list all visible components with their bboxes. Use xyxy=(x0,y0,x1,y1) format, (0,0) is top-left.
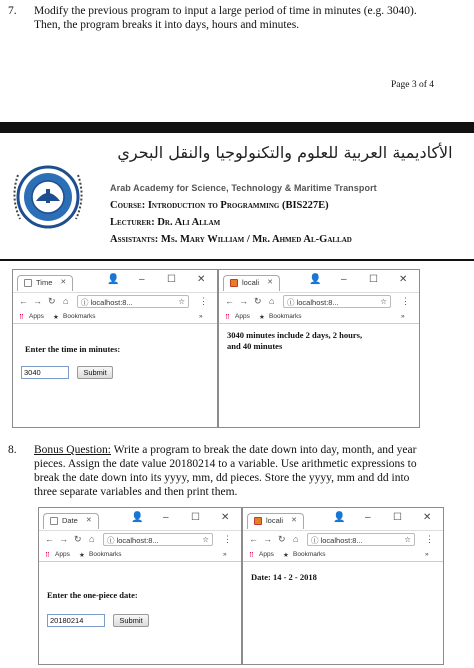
bookmarks-bar xyxy=(219,310,419,324)
close-button[interactable]: ✕ xyxy=(221,512,230,523)
result-text: 3040 minutes include 2 days, 2 hours, and 40 minutes xyxy=(227,330,363,351)
minimize-button[interactable]: – xyxy=(365,512,371,523)
browser-window-result xyxy=(218,269,420,428)
close-tab-icon[interactable]: ✕ xyxy=(60,279,67,286)
home-icon[interactable]: ⌂ xyxy=(63,296,69,306)
result-text: Date: 14 - 2 - 2018 xyxy=(251,572,317,582)
apps-icon: ⠿ xyxy=(19,314,24,321)
close-button[interactable]: ✕ xyxy=(423,512,432,523)
maximize-button[interactable]: ☐ xyxy=(167,274,176,285)
forward-icon[interactable]: → xyxy=(33,296,42,306)
page-number: Page 3 of 4 xyxy=(390,80,434,90)
tab-local[interactable]: locali ✕ xyxy=(247,513,304,529)
more-bookmarks-icon[interactable]: » xyxy=(401,313,405,320)
star-icon[interactable]: ☆ xyxy=(380,297,387,306)
apps-icon: ⠿ xyxy=(225,314,230,321)
star-icon: ★ xyxy=(259,314,265,321)
browser-window-date-result xyxy=(242,507,444,665)
bookmarks-link[interactable]: Bookmarks xyxy=(293,551,326,558)
close-tab-icon[interactable]: ✕ xyxy=(291,517,297,524)
address-bar xyxy=(13,292,217,310)
question-text-line: Write a program to break the date down into day, month, and year xyxy=(111,444,417,456)
lecturer-line: Lecturer: Dr. Ali Allam xyxy=(110,217,221,228)
bookmarks-link[interactable]: Bookmarks xyxy=(89,551,122,558)
question-text-line: break the date down into its yyyy, mm, dd pieces. Store the yyyy, mm and dd into xyxy=(34,472,410,484)
page-separator xyxy=(0,122,474,133)
star-icon[interactable]: ☆ xyxy=(202,535,209,544)
url-input[interactable]: ⓘ localhost:8... ☆ xyxy=(307,533,415,546)
question-text-line: Then, the program breaks it into days, hours and minutes. xyxy=(34,19,300,31)
question-text-line: three separate variables and then print them. xyxy=(34,486,238,498)
page-icon xyxy=(50,517,58,525)
apps-link[interactable]: Apps xyxy=(29,313,44,320)
question-text-line: Modify the previous program to input a large period of time in minutes (e.g. 3040). xyxy=(34,5,417,17)
tab-local[interactable]: locali ✕ xyxy=(223,275,280,291)
apps-icon: ⠿ xyxy=(249,552,254,559)
back-icon[interactable]: ← xyxy=(225,296,234,306)
question-title: Bonus Question: xyxy=(34,444,111,456)
course-line: Course: Introduction to Programming (BIS227E) xyxy=(110,200,329,211)
bookmarks-link[interactable]: Bookmarks xyxy=(269,313,302,320)
profile-icon[interactable]: 👤 xyxy=(107,274,120,285)
arabic-name: الأكاديمية العربية للعلوم والتكنولوجيا والنقل البحري xyxy=(117,143,453,162)
url-input[interactable]: ⓘ localhost:8... ☆ xyxy=(283,295,391,308)
page-icon xyxy=(230,279,238,287)
reload-icon[interactable]: ↻ xyxy=(48,296,56,306)
browser-window-time xyxy=(12,269,218,428)
profile-icon[interactable]: 👤 xyxy=(131,512,144,523)
star-icon[interactable]: ☆ xyxy=(404,535,411,544)
menu-icon[interactable]: ⋮ xyxy=(401,296,410,306)
academy-header xyxy=(0,133,474,258)
more-bookmarks-icon[interactable]: » xyxy=(425,551,429,558)
forward-icon[interactable]: → xyxy=(239,296,248,306)
prompt-label: Enter the time in minutes: xyxy=(25,344,121,354)
home-icon[interactable]: ⌂ xyxy=(269,296,275,306)
apps-link[interactable]: Apps xyxy=(235,313,250,320)
browser-window-date xyxy=(38,507,242,665)
menu-icon[interactable]: ⋮ xyxy=(223,534,232,544)
page-icon xyxy=(254,517,262,525)
reload-icon[interactable]: ↻ xyxy=(278,534,286,544)
address-bar xyxy=(243,530,443,548)
forward-icon[interactable]: → xyxy=(59,534,68,544)
maximize-button[interactable]: ☐ xyxy=(393,512,402,523)
question-text-line: pieces. Assign the date value 20180214 to a variable. Use arithmetic expressions to xyxy=(34,458,417,470)
address-bar xyxy=(39,530,241,548)
star-icon[interactable]: ☆ xyxy=(178,297,185,306)
more-bookmarks-icon[interactable]: » xyxy=(223,551,227,558)
submit-button[interactable]: Submit xyxy=(77,366,113,379)
academy-logo-icon xyxy=(6,155,90,239)
star-icon: ★ xyxy=(283,552,289,559)
english-name: Arab Academy for Science, Technology & Maritime Transport xyxy=(110,183,377,193)
back-icon[interactable]: ← xyxy=(45,534,54,544)
star-icon: ★ xyxy=(79,552,85,559)
prompt-label: Enter the one-piece date: xyxy=(47,590,138,600)
bookmarks-bar xyxy=(39,548,241,562)
question-8 xyxy=(8,443,468,501)
url-input[interactable]: ⓘ localhost:8... ☆ xyxy=(77,295,189,308)
minimize-button[interactable]: – xyxy=(341,274,347,285)
maximize-button[interactable]: ☐ xyxy=(369,274,378,285)
back-icon[interactable]: ← xyxy=(19,296,28,306)
reload-icon[interactable]: ↻ xyxy=(74,534,82,544)
close-button[interactable]: ✕ xyxy=(399,274,408,285)
minutes-input[interactable]: 3040 xyxy=(21,366,69,379)
tab-date[interactable]: Date ✕ xyxy=(43,513,99,529)
page-icon xyxy=(24,279,32,287)
question-number: 7. xyxy=(8,5,17,17)
menu-icon[interactable]: ⋮ xyxy=(199,296,208,306)
header-separator xyxy=(0,259,474,261)
date-input[interactable]: 20180214 xyxy=(47,614,105,627)
close-tab-icon[interactable]: ✕ xyxy=(85,517,92,524)
assistants-line: Assistants: Ms. Mary William / Mr. Ahmed Al-Gallad xyxy=(110,234,352,245)
close-tab-icon[interactable]: ✕ xyxy=(267,279,273,286)
tab-time[interactable]: Time ✕ xyxy=(17,275,73,291)
question-number: 8. xyxy=(8,444,17,456)
more-bookmarks-icon[interactable]: » xyxy=(199,313,203,320)
bookmarks-bar xyxy=(13,310,217,324)
apps-link[interactable]: Apps xyxy=(55,551,70,558)
menu-icon[interactable]: ⋮ xyxy=(425,534,434,544)
close-button[interactable]: ✕ xyxy=(197,274,206,285)
maximize-button[interactable]: ☐ xyxy=(191,512,200,523)
home-icon[interactable]: ⌂ xyxy=(293,534,299,544)
url-input[interactable]: ⓘ localhost:8... ☆ xyxy=(103,533,213,546)
reload-icon[interactable]: ↻ xyxy=(254,296,262,306)
apps-link[interactable]: Apps xyxy=(259,551,274,558)
star-icon: ★ xyxy=(53,314,59,321)
bookmarks-link[interactable]: Bookmarks xyxy=(63,313,96,320)
forward-icon[interactable]: → xyxy=(263,534,272,544)
apps-icon: ⠿ xyxy=(45,552,50,559)
home-icon[interactable]: ⌂ xyxy=(89,534,95,544)
question-7 xyxy=(8,4,468,34)
back-icon[interactable]: ← xyxy=(249,534,258,544)
minimize-button[interactable]: – xyxy=(139,274,145,285)
address-bar xyxy=(219,292,419,310)
minimize-button[interactable]: – xyxy=(163,512,169,523)
submit-button[interactable]: Submit xyxy=(113,614,149,627)
bookmarks-bar xyxy=(243,548,443,562)
profile-icon[interactable]: 👤 xyxy=(333,512,346,523)
profile-icon[interactable]: 👤 xyxy=(309,274,322,285)
